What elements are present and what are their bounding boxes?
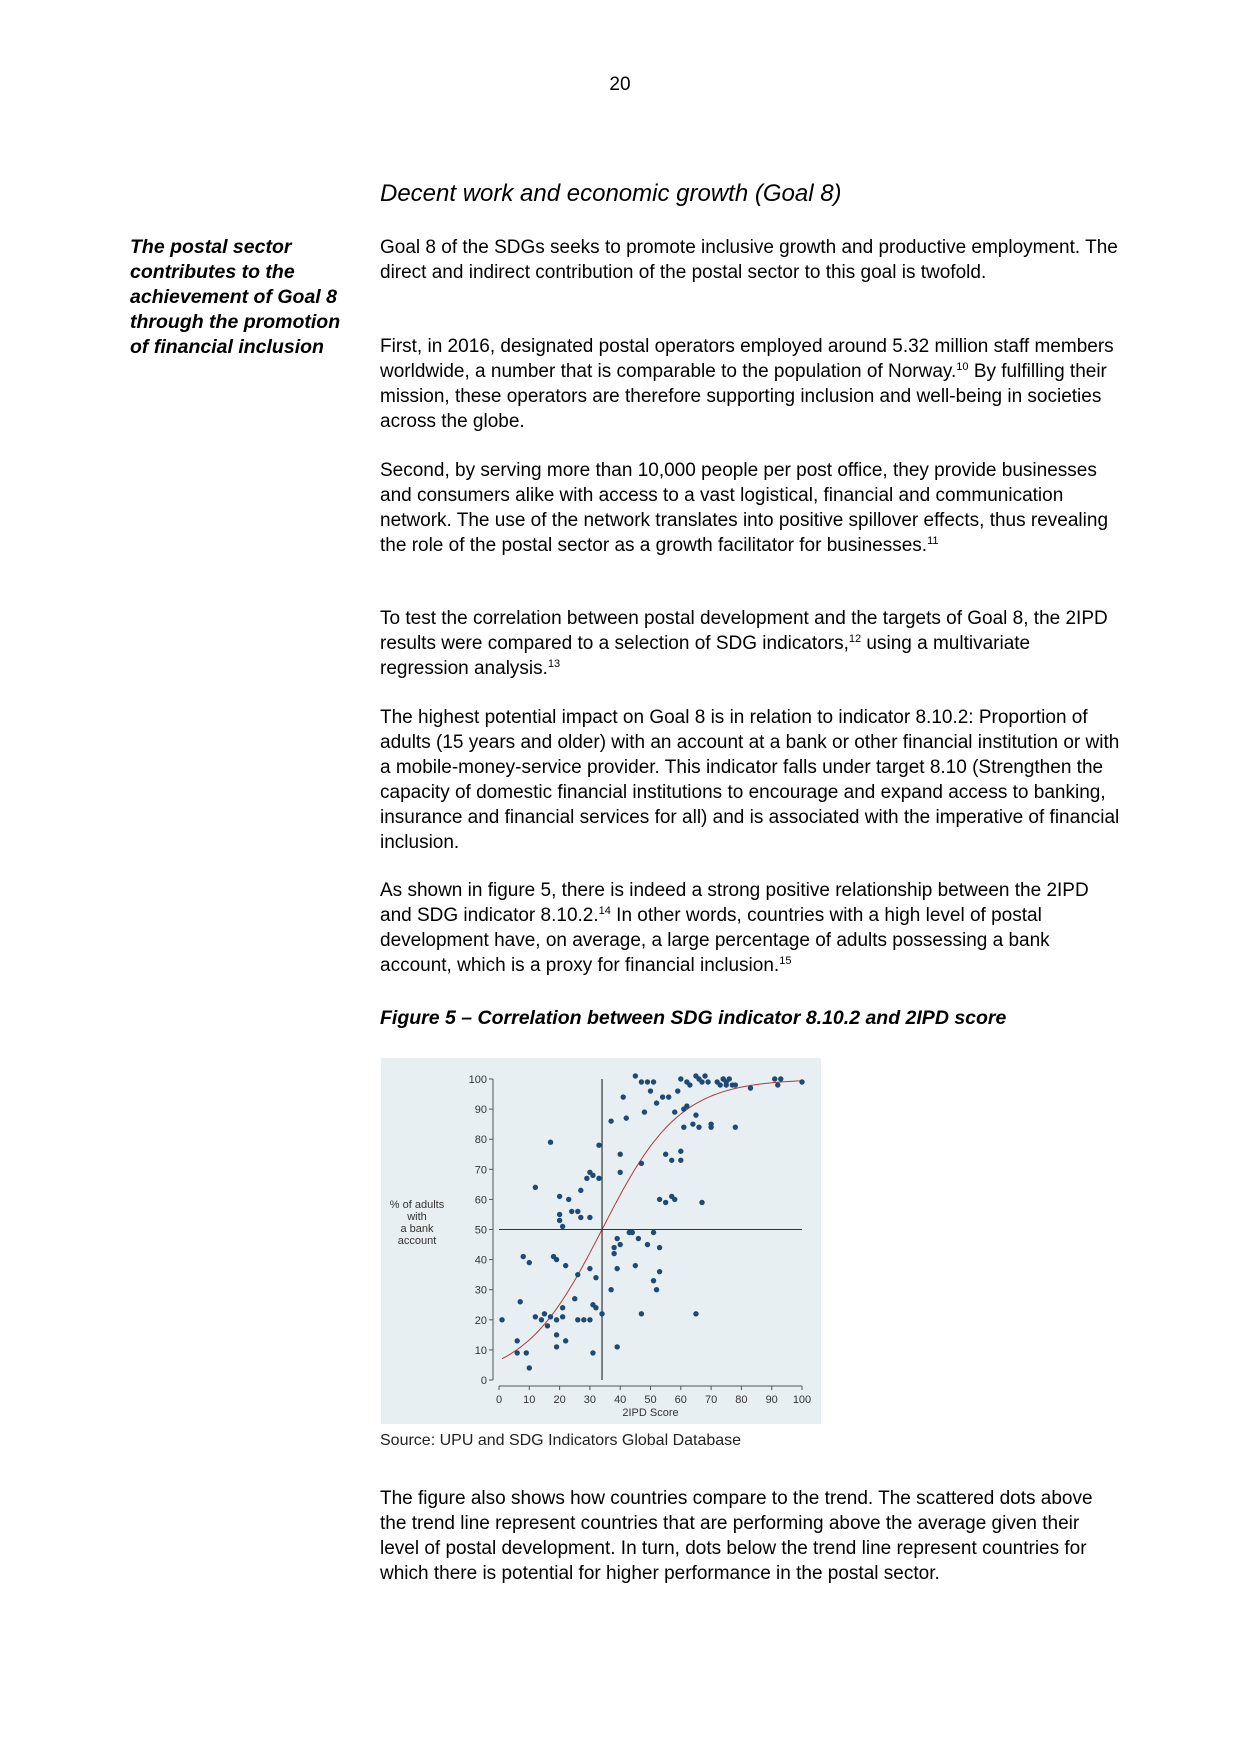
y-tick-label: 30 [474,1284,487,1297]
data-point [645,1242,650,1247]
footnote-ref[interactable]: 14 [598,905,611,917]
data-point [678,1158,683,1163]
x-tick-label: 80 [735,1394,748,1406]
data-point [614,1236,619,1241]
data-point [727,1076,732,1081]
figure-caption: Figure 5 – Correlation between SDG indicator 8.10.2 and 2IPD score [380,1007,1007,1029]
data-point [548,1140,553,1145]
axes-group [390,1074,811,1419]
data-point [672,1109,677,1114]
data-point [778,1076,783,1081]
data-point [569,1209,574,1214]
data-point [533,1314,538,1319]
data-point [678,1149,683,1154]
data-point [690,1121,695,1126]
y-tick-label: 0 [480,1375,487,1387]
data-point [599,1311,604,1316]
data-point [596,1176,601,1181]
data-point [675,1088,680,1093]
y-tick-label: 70 [474,1164,487,1177]
x-tick-label: 0 [495,1394,503,1406]
y-tick-label: 50 [474,1224,487,1237]
footnote-ref[interactable]: 15 [779,955,792,967]
data-point [651,1079,656,1084]
paragraph-indicator: The highest potential impact on Goal 8 is in relation to indicator 8.10.2: Proportion of adults (15 years and older) with an account at a bank or other financial institution or with a mobile-money-service provider. This indicator falls under target 8.10 (Strengthen the capacity of domestic financial institutions to encourage and expand access to banking, insurance and financial services for all) and is associated with the imperative of financial inclusion. [380,707,1120,853]
footnote-ref[interactable]: 13 [547,658,561,670]
data-point [618,1152,623,1157]
data-point [593,1305,598,1310]
data-point [614,1266,619,1271]
data-point [545,1323,550,1328]
data-point [775,1082,780,1087]
data-point [693,1311,698,1316]
data-point [527,1260,532,1265]
paragraph-figure-reference: As shown in figure 5, there is indeed a strong positive relationship between the 2IPD and SDG indicator 8.10.2.14 In other words, countries with a high level of postal development have, on average, a large percentage of adults possessing a bank account, which is a proxy for financial inclusion.$^{15}$ [380,880,1089,976]
reference-lines [499,1079,802,1380]
data-point [518,1299,523,1304]
data-point [524,1350,529,1355]
data-point [514,1350,519,1355]
data-point [672,1197,677,1202]
data-point [699,1200,704,1205]
data-point [584,1176,589,1181]
data-point [514,1338,519,1343]
data-point [554,1257,559,1262]
paragraph-network: Second, by serving more than 10,000 people per post office, they provide businesses and consumers alike with access to a vast logistical, financial and communication network. The use of the network translates into positive spillover effects, thus revealing the role of the postal sector as a growth facilitator for businesses.$^{11}$ [380,460,1109,556]
data-point [657,1245,662,1250]
data-point [699,1079,704,1084]
data-point [614,1344,619,1349]
points-group [499,1073,804,1370]
data-point [733,1124,738,1129]
y-tick-label: 60 [474,1194,487,1207]
figure-source: Source: UPU and SDG Indicators Global Database [380,1432,742,1449]
data-point [663,1200,668,1205]
data-point [678,1076,683,1081]
y-axis-label: % of adults with a bank account [389,1199,445,1247]
data-point [618,1170,623,1175]
footnote-ref[interactable]: 12 [848,633,862,645]
y-tick-label: 20 [474,1314,487,1327]
data-point [548,1314,553,1319]
data-point [596,1143,601,1148]
paragraph-goal8-intro: Goal 8 of the SDGs seeks to promote inclusive growth and productive employment. The direct and indirect contribution of the postal sector to this goal is twofold. [380,237,1118,283]
footnote-ref[interactable]: 11 [927,535,939,547]
paragraph-trend-comparison: The figure also shows how countries compare to the trend. The scattered dots above the trend line represent countries that are performing above the average given their level of postal development. In turn, dots below the trend line represent countries for which there is potential for higher performance in the postal sector. [380,1488,1093,1584]
data-point [521,1254,526,1259]
data-point [566,1197,571,1202]
data-point [654,1287,659,1292]
data-point [587,1317,592,1322]
x-tick-label: 50 [644,1394,657,1406]
x-tick-label: 20 [553,1394,566,1406]
x-tick-label: 100 [792,1394,812,1406]
data-point [593,1275,598,1280]
data-point [575,1317,580,1322]
y-tick-label: 10 [474,1344,487,1357]
scatter-chart [381,1058,821,1424]
x-axis-label: 2IPD Score [622,1407,679,1419]
data-point [575,1209,580,1214]
data-point [639,1161,644,1166]
data-point [587,1266,592,1271]
data-point [557,1194,562,1199]
x-tick-label: 60 [674,1394,687,1406]
trend-line [502,1081,802,1359]
data-point [554,1332,559,1337]
data-point [799,1079,804,1084]
data-point [590,1173,595,1178]
x-tick-label: 70 [704,1394,718,1406]
data-point [587,1215,592,1220]
data-point [651,1230,656,1235]
data-point [542,1311,547,1316]
data-point [611,1245,616,1250]
section-heading: Decent work and economic growth (Goal 8) [380,180,842,207]
data-point [554,1317,559,1322]
data-point [572,1296,577,1301]
data-point [578,1215,583,1220]
data-point [624,1115,629,1120]
data-point [633,1263,638,1268]
x-tick-label: 10 [523,1394,536,1406]
data-point [557,1212,562,1217]
x-tick-label: 90 [765,1394,778,1406]
data-point [630,1230,635,1235]
data-point [663,1152,668,1157]
data-point [660,1094,665,1099]
trend-group [502,1081,802,1359]
data-point [563,1338,568,1343]
data-point [608,1118,613,1123]
data-point [560,1305,565,1310]
data-point [608,1287,613,1292]
data-point [560,1224,565,1229]
data-point [666,1094,671,1099]
data-point [669,1158,674,1163]
data-point [611,1251,616,1256]
data-point [654,1100,659,1105]
data-point [645,1079,650,1084]
data-point [575,1272,580,1277]
data-point [657,1269,662,1274]
data-point [717,1082,722,1087]
data-point [499,1317,504,1322]
data-point [708,1124,713,1129]
chart-svg [381,1058,821,1424]
data-point [557,1218,562,1223]
paragraph-staff: First, in 2016, designated postal operators employed around 5.32 million staff members worldwide, a number that is comparable to the population of Norway.$^{10}$ By fulfilling their mission, these operators are therefore supporting inclusion and well-being in societies across the globe. [380,336,1114,432]
data-point [578,1188,583,1193]
data-point [702,1073,707,1078]
x-tick-label: 30 [583,1394,597,1406]
x-tick-label: 40 [614,1394,627,1406]
data-point [684,1103,689,1108]
data-point [772,1076,777,1081]
data-point [748,1085,753,1090]
y-tick-label: 40 [474,1254,487,1267]
data-point [581,1317,586,1322]
data-point [639,1079,644,1084]
paragraph-correlation-test: To test the correlation between postal development and the targets of Goal 8, the 2IPD results were compared to a selection of SDG indicators,$^{12}$ using a multivariate regression analysis.$^{13}$ [380,608,1108,679]
margin-note: The postal sector contributes to the achievement of Goal 8 through the promotion of financial inclusion [130,236,341,358]
data-point [696,1124,701,1129]
data-point [533,1185,538,1190]
data-point [687,1082,692,1087]
data-point [563,1263,568,1268]
data-point [705,1079,710,1084]
data-point [693,1112,698,1117]
data-point [642,1109,647,1114]
y-tick-label: 100 [468,1074,487,1086]
data-point [554,1344,559,1349]
data-point [648,1088,653,1093]
data-point [657,1197,662,1202]
data-point [639,1311,644,1316]
data-point [590,1350,595,1355]
data-point [651,1278,656,1283]
data-point [633,1073,638,1078]
y-tick-label: 90 [474,1104,487,1117]
data-point [527,1365,532,1370]
data-point [618,1242,623,1247]
data-point [621,1094,626,1099]
footnote-ref[interactable]: 10 [956,361,969,373]
data-point [539,1317,544,1322]
y-tick-label: 80 [474,1134,487,1147]
data-point [681,1124,686,1129]
data-point [733,1082,738,1087]
data-point [636,1236,641,1241]
data-point [560,1314,565,1319]
page-number: 20 [609,74,631,95]
